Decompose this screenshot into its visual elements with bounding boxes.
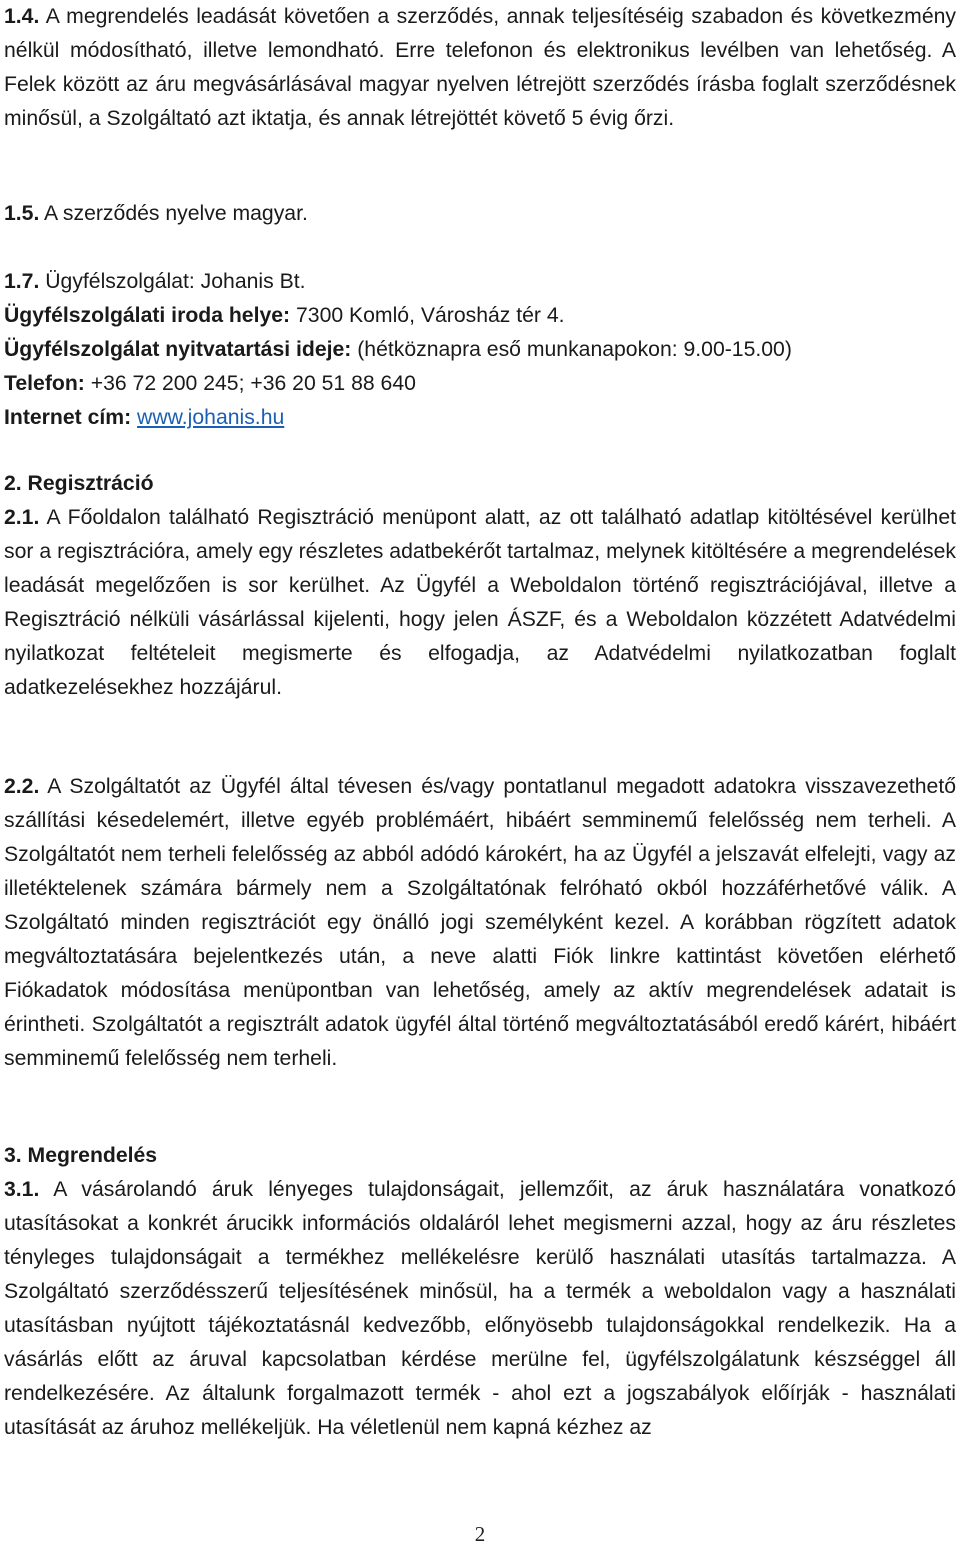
section-number: 2.2. bbox=[4, 775, 40, 798]
web-label: Internet cím: bbox=[4, 406, 132, 429]
section-1-5 bbox=[4, 197, 956, 231]
paragraph-text: A megrendelés leadását követően a szerződés, annak teljesítéséig szabadon és következmény nélkül módosítható, illetve lemondható. Erre telefonon és elektronikus levélben van lehetőség. A Felek között az áru megvásárlásával magyar nyelven létrejött szerződés írásba foglalt szerződésnek minősül, a Szolgáltató azt iktatja, és annak létrejöttét követő 5 évig őrzi. bbox=[4, 5, 956, 130]
phone-line bbox=[4, 367, 956, 401]
section-1-7 bbox=[4, 265, 956, 435]
website-link[interactable]: www.johanis.hu bbox=[137, 406, 285, 429]
office-label: Ügyfélszolgálati iroda helye: bbox=[4, 304, 291, 327]
section-1-4 bbox=[4, 0, 956, 136]
paragraph-text: A vásárolandó áruk lényeges tulajdonságait, jellemzőit, az áruk használatára vonatkozó utasításokat a konkrét árucikk információs oldaláról lehet megismerni azzal, hogy az áru részletes tényleges tulajdonságait a termékhez mellékelésre kerülő használati utasítás tartalmazza. A Szolgáltató szerződésszerű teljesítésének minősül, ha a termék a weboldalon vagy a használati utasításban nyújtott tájékoztatásnál kedvezőbb, előnyösebb tulajdonságokkal rendelkezik. Ha a vásárlás előtt az áruval kapcsolatban kérdése merülne fel, ügyfélszolgálatunk készséggel áll rendelkezésére. Az általunk forgalmazott termék - ahol ezt a jogszabályok előírják - használati utasítását az áruhoz mellékeljük. Ha véletlenül nem kapná kézhez az bbox=[4, 1178, 956, 1439]
section-3-heading: 3. Megrendelés bbox=[4, 1144, 158, 1167]
section-number: 1.7. bbox=[4, 270, 40, 293]
hours-label: Ügyfélszolgálat nyitvatartási ideje: bbox=[4, 338, 352, 361]
section-number: 2.1. bbox=[4, 506, 40, 529]
hours-line bbox=[4, 333, 956, 367]
paragraph-text: A Szolgáltatót az Ügyfél által tévesen és/vagy pontatlanul megadott adatokra visszavezethető szállítási késedelemért, illetve egyéb problémáért, hibáért semminemű felelősség nem terheli. A Szolgáltatót nem terheli felelősség az abból adódó károkért, ha az Ügyfél a jelszavát elfelejti, vagy az illetéktelenek számára bármely nem a Szolgáltatónak felróható okból hozzáférhetővé válik. A Szolgáltató minden regisztrációt egy önálló jogi személyként kezel. A korábban rögzített adatok megváltoztatására bejelentkezés után, a neve alatti Fiók linkre kattintást követően elérhető Fiókadatok módosítása menüpontban van lehetőség, amely az aktív megrendelések adatait is érintheti. Szolgáltatót a regisztrált adatok ügyfél által történő megváltoztatásából eredő kárért, hibáért semminemű felelősség nem terheli. bbox=[4, 775, 956, 1070]
section-3-1 bbox=[4, 1173, 956, 1445]
customer-service-name: Ügyfélszolgálat: Johanis Bt. bbox=[39, 270, 306, 293]
office-line bbox=[4, 299, 956, 333]
section-2-heading: 2. Regisztráció bbox=[4, 472, 154, 495]
office-value: 7300 Komló, Városház tér 4. bbox=[290, 304, 565, 327]
phone-value: +36 72 200 245; +36 20 51 88 640 bbox=[84, 372, 416, 395]
section-number: 1.5. bbox=[4, 202, 40, 225]
paragraph-text: A Főoldalon található Regisztráció menüpont alatt, az ott található adatlap kitöltésével kerülhet sor a regisztrációra, amely egy részletes adatbekérőt tartalmaz, melynek kitöltésére a megrendelések leadását megelőzően is sor kerülhet. Az Ügyfél a Weboldalon történő regisztrációjával, illetve a Regisztráció nélküli vásárlással kijelenti, hogy jelen ÁSZF, és a Weboldalon közzétett Adatvédelmi nyilatkozat feltételeit megismerte és elfogadja, az Adatvédelmi nyilatkozatban foglalt adatkezelésekhez hozzájárul. bbox=[4, 506, 956, 699]
section-2-1 bbox=[4, 501, 956, 705]
web-line bbox=[4, 401, 956, 435]
hours-value: (hétköznapra eső munkanapokon: 9.00-15.00) bbox=[351, 338, 792, 361]
section-number: 1.4. bbox=[4, 5, 40, 28]
customer-service-line bbox=[4, 265, 956, 299]
page-number: 2 bbox=[474, 1522, 486, 1546]
phone-label: Telefon: bbox=[4, 372, 85, 395]
section-2-2 bbox=[4, 770, 956, 1076]
section-number: 3.1. bbox=[4, 1178, 40, 1201]
paragraph-text: A szerződés nyelve magyar. bbox=[39, 202, 308, 225]
